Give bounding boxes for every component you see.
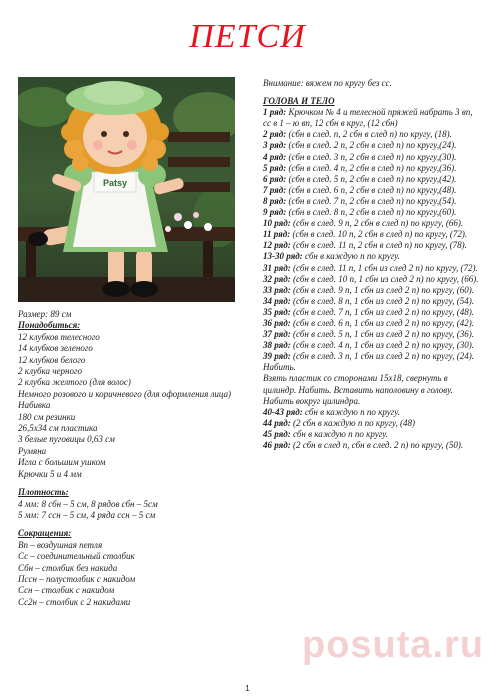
row-instruction — [263, 429, 481, 440]
materials-column — [18, 309, 250, 608]
row-label: 10 ряд: — [263, 218, 291, 229]
row-label: 3 ряд: — [263, 140, 287, 151]
row-instruction — [263, 296, 481, 307]
page-number: 1 — [245, 684, 250, 693]
row-label: 36 ряд: — [263, 317, 291, 328]
rows-list — [263, 107, 481, 373]
row-text: (сбн в след. 10 п, 1 сбн из след 2 п) по кругу, (66). — [292, 273, 479, 284]
row-label: 45 ряд: — [263, 428, 291, 439]
row-text: (сбн в след. 3 п, 1 сбн из след 2 п) по кругу, (24). Набить. — [263, 351, 474, 373]
row-label: 32 ряд: — [263, 273, 291, 284]
row-label: 13-30 ряд: — [263, 251, 303, 262]
material-item: 180 см резинки — [18, 411, 76, 422]
row-label: 44 ряд: — [263, 417, 291, 428]
row-label: 7 ряд: — [263, 184, 287, 195]
row-label: 12 ряд: — [263, 240, 291, 251]
row-instruction — [263, 285, 481, 296]
density-item: 5 мм: 7 ссн – 5 см, 4 ряда ссн – 5 см — [18, 509, 156, 520]
row-text: сбн в каждую п по кругу. — [292, 428, 388, 439]
row-text: (2 сбн в каждую п по кругу, (48) — [292, 417, 416, 428]
doll-photo — [18, 77, 235, 302]
row-label: 11 ряд: — [263, 229, 291, 240]
instructions-column — [263, 78, 481, 451]
abbreviation-item: Сс – соединительный столбик — [18, 551, 135, 562]
row-instruction — [263, 240, 481, 251]
abbreviation-item: Пссн – полустолбик с накидом — [18, 573, 136, 584]
row-instruction — [263, 129, 481, 140]
material-item: Игла с большим ушком — [18, 457, 106, 468]
density-heading: Плотность: — [18, 487, 69, 498]
row-label: 40-43 ряд: — [263, 406, 303, 417]
abbreviation-item: Ссн – столбик с накидом — [18, 585, 115, 596]
row-label: 2 ряд: — [263, 129, 287, 140]
row-label: 34 ряд: — [263, 295, 291, 306]
row-label: 33 ряд: — [263, 284, 291, 295]
row-text: (сбн в след. 2 п, 2 сбн в след п) по кругу,(24). — [288, 140, 457, 151]
row-label: 8 ряд: — [263, 195, 287, 206]
row-text: (сбн в след. 6 п, 1 сбн из след 2 п) по кругу, (42). — [292, 317, 474, 328]
row-text: (сбн в след. 11 п, 1 сбн из след 2 п) по кругу, (72). — [292, 262, 478, 273]
page-title: ПЕТСИ — [189, 18, 306, 55]
row-instruction — [263, 274, 481, 285]
row-text: (сбн в след. п, 2 сбн в след п) по кругу, (18). — [288, 129, 452, 140]
row-label: 46 ряд: — [263, 440, 291, 450]
material-item: 12 клубков белого — [18, 354, 86, 365]
row-text: (сбн в след. 7 п, 2 сбн в след п) по кругу,(54). — [288, 195, 457, 206]
row-text: сбн в каждую п по кругу. — [304, 406, 400, 417]
material-item: 12 клубков телесного — [18, 331, 100, 342]
row-instruction — [263, 163, 481, 174]
row-instruction — [263, 207, 481, 218]
row-instruction — [263, 152, 481, 163]
row-label: 38 ряд: — [263, 340, 291, 351]
material-item: 2 клубка черного — [18, 366, 82, 377]
row-label: 6 ряд: — [263, 173, 287, 184]
material-item: Румяна — [18, 445, 47, 456]
material-item: 14 клубков зеленого — [18, 343, 93, 354]
row-text: (сбн в след. 7 п, 1 сбн из след 2 п) по кругу, (48). — [292, 306, 474, 317]
abbreviations-heading: Сокращения: — [18, 528, 72, 539]
row-text: сбн в каждую п по кругу. — [304, 251, 400, 262]
row-text: (сбн в след. 6 п, 2 сбн в след п) по кругу,(48). — [288, 184, 457, 195]
abbreviation-item: Сс2н – столбик с 2 накидами — [18, 596, 131, 607]
density-item: 4 мм: 8 сбн – 5 см, 8 рядов сбн – 5см — [18, 498, 158, 509]
row-text: (сбн в след. 4 п, 2 сбн в след п) по кругу,(36). — [288, 162, 457, 173]
face — [83, 107, 147, 167]
bib-text: Patsy — [102, 178, 128, 188]
row-instruction — [263, 185, 481, 196]
row-text: (сбн в след. 5 п, 1 сбн из след 2 п) по кругу, (36). — [292, 329, 474, 340]
row-instruction — [263, 318, 481, 329]
row-text: (сбн в след. 5 п, 2 сбн в след п) по кругу,(42). — [288, 173, 457, 184]
row-text: (сбн в след. 3 п, 2 сбн в след п) по кругу,(30). — [288, 151, 457, 162]
row-text: (2 сбн в след п, сбн в след. 2 п) по кругу, (50). — [292, 440, 464, 450]
material-item: Крючки 5 и 4 мм — [18, 468, 82, 479]
row-text: (сбн в след. 8 п, 1 сбн из след 2 п) по кругу, (54). — [292, 295, 474, 306]
row-instruction — [263, 229, 481, 240]
row-label: 35 ряд: — [263, 306, 291, 317]
row-instruction — [263, 140, 481, 151]
row-text: (сбн в след. 8 п, 2 сбн в след п) по кругу,(60). — [288, 207, 457, 218]
abbreviation-item: Сбн – столбик без накида — [18, 562, 118, 573]
row-label: 31 ряд: — [263, 262, 291, 273]
row-label: 39 ряд: — [263, 351, 291, 362]
size-text: Размер: 89 см — [18, 309, 72, 319]
row-instruction — [263, 251, 481, 262]
material-item: 26,5х34 см пластика — [18, 423, 98, 434]
row-text: Крючком № 4 и телесной пряжей набрать 3 вп, сс в 1 – ю вп, 12 сбн в круг, (12 сбн) — [263, 107, 473, 129]
row-instruction — [263, 407, 481, 418]
row-label: 4 ряд: — [263, 151, 287, 162]
row-label: 37 ряд: — [263, 329, 291, 340]
material-item: Набивка — [18, 400, 51, 411]
row-text: (сбн в след. 9 п, 1 сбн из след 2 п) по кругу, (60). — [292, 284, 474, 295]
instruction-text: Взять пластик со сторонами 15х18, свернуть в цилиндр. Набить. Вставить наполовину в голову. Набить вокруг цилиндра. — [263, 373, 453, 406]
material-item: 2 клубка желтого (для волос) — [18, 377, 131, 388]
row-instruction — [263, 351, 481, 373]
row-text: (сбн в след. 4 п, 1 сбн из след 2 п) по кругу, (30). — [292, 340, 474, 351]
abbreviation-item: Вп – воздушная петля — [18, 539, 103, 550]
note-text: Внимание: вяжем по кругу без сс. — [263, 78, 392, 88]
row-instruction — [263, 263, 481, 274]
row-label: 5 ряд: — [263, 162, 287, 173]
row-instruction — [263, 340, 481, 351]
row-label: 9 ряд: — [263, 207, 287, 218]
row-label: 1 ряд: — [263, 107, 287, 118]
row-instruction — [263, 107, 481, 129]
row-instruction — [263, 418, 481, 429]
row-text: (сбн в след. 10 п, 2 сбн в след п) по кругу, (72). — [292, 229, 468, 240]
section-heading: ГОЛОВА И ТЕЛО — [263, 96, 335, 107]
row-instruction — [263, 307, 481, 318]
materials-heading: Понадобиться: — [18, 320, 81, 331]
material-item: 3 белые пуговицы 0,63 см — [18, 434, 115, 445]
row-text: (сбн в след. 9 п, 2 сбн в след п) по кругу, (66). — [292, 218, 464, 229]
watermark: posuta.ru — [302, 624, 485, 666]
doll-illustration — [18, 77, 235, 302]
row-instruction — [263, 329, 481, 340]
row-instruction — [263, 174, 481, 185]
row-instruction — [263, 440, 481, 451]
row-instruction — [263, 218, 481, 229]
rows-list-continued — [263, 407, 481, 451]
material-item: Немного розового и коричневого (для оформления лица) — [18, 388, 232, 399]
row-instruction — [263, 196, 481, 207]
row-text: (сбн в след. 11 п, 2 сбн в след п) по кругу, (78). — [292, 240, 467, 251]
